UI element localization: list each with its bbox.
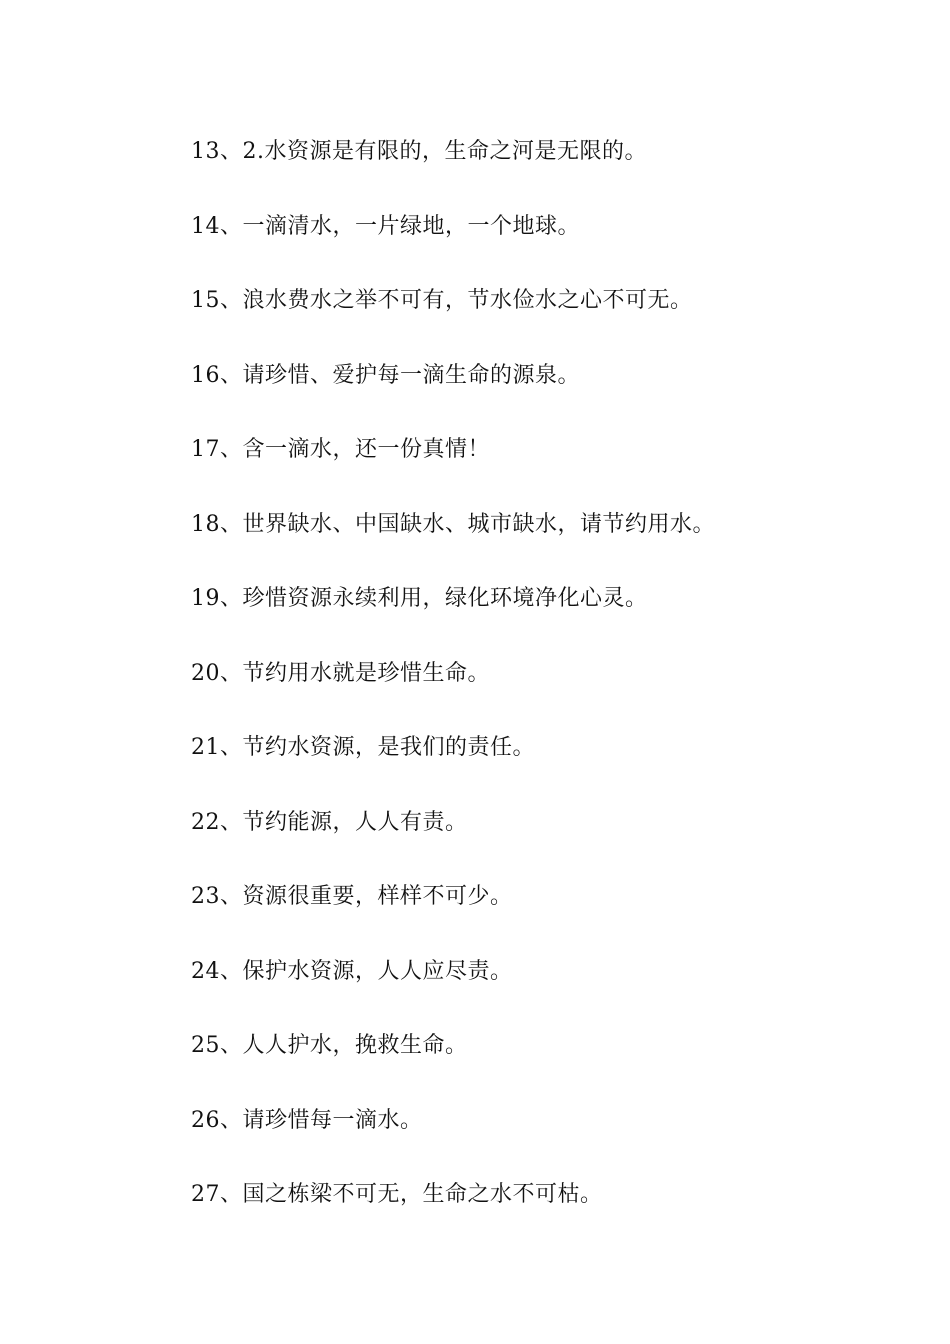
slogan-line: 19、珍惜资源永续利用，绿化环境净化心灵。: [191, 586, 648, 611]
slogan-line: 16、请珍惜、爱护每一滴生命的源泉。: [191, 362, 580, 388]
slogan-line: 18、世界缺水、中国缺水、城市缺水，请节约用水。: [191, 511, 715, 537]
slogan-line: 24、保护水资源，人人应尽责。: [191, 958, 513, 984]
slogan-line: 20、节约用水就是珍惜生命。: [191, 660, 490, 686]
slogan-line: 14、一滴清水，一片绿地，一个地球。: [191, 213, 580, 239]
slogan-line: 23、资源很重要，样样不可少。: [191, 884, 513, 909]
slogan-line: 13、2.水资源是有限的，生命之河是无限的。: [191, 139, 647, 164]
slogan-line: 25、人人护水，挽救生命。: [191, 1033, 468, 1058]
slogan-line: 27、国之栋梁不可无，生命之水不可枯。: [191, 1182, 603, 1207]
slogan-line: 21、节约水资源，是我们的责任。: [191, 735, 535, 760]
slogan-line: 26、请珍惜每一滴水。: [191, 1107, 423, 1133]
slogan-line: 15、浪水费水之举不可有，节水俭水之心不可无。: [191, 288, 693, 313]
slogan-line: 17、含一滴水，还一份真情！: [191, 437, 490, 462]
slogan-line: 22、节约能源，人人有责。: [191, 809, 468, 835]
slogan-list: [191, 133, 715, 1251]
